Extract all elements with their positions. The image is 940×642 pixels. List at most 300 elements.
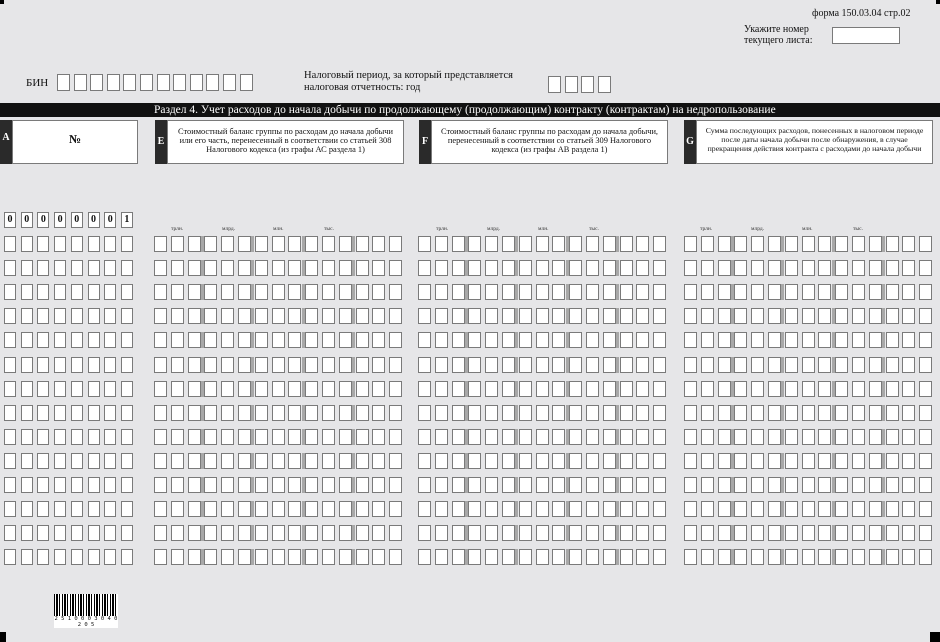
column-f-digit-cell[interactable]	[552, 308, 565, 324]
column-g-digit-cell[interactable]	[802, 357, 815, 373]
column-f-digit-cell[interactable]	[653, 429, 666, 445]
column-g-digit-cell[interactable]	[902, 381, 915, 397]
column-g-digit-cell[interactable]	[768, 549, 781, 565]
column-g-digit-cell[interactable]	[802, 453, 815, 469]
row-number-cell[interactable]	[21, 429, 33, 445]
column-f-digit-cell[interactable]	[502, 260, 515, 276]
column-g-digit-cell[interactable]	[734, 477, 747, 493]
column-f-digit-cell[interactable]	[418, 405, 431, 421]
column-f-digit-cell[interactable]	[586, 260, 599, 276]
column-f-digit-cell[interactable]	[603, 477, 616, 493]
column-g-digit-cell[interactable]	[718, 260, 731, 276]
row-number-cell[interactable]	[71, 260, 83, 276]
column-e-digit-cell[interactable]	[154, 429, 167, 445]
row-number-cell[interactable]	[71, 236, 83, 252]
column-g-digit-cell[interactable]	[869, 429, 882, 445]
column-f-digit-cell[interactable]	[435, 357, 448, 373]
row-number-cell[interactable]	[37, 284, 49, 300]
column-g-digit-cell[interactable]	[701, 260, 714, 276]
column-g-digit-cell[interactable]	[886, 332, 899, 348]
row-number-cell[interactable]	[71, 549, 83, 565]
column-g-digit-cell[interactable]	[869, 525, 882, 541]
column-e-digit-cell[interactable]	[221, 236, 234, 252]
column-e-digit-cell[interactable]	[221, 453, 234, 469]
column-e-digit-cell[interactable]	[305, 260, 318, 276]
column-e-digit-cell[interactable]	[339, 525, 352, 541]
column-g-digit-cell[interactable]	[802, 236, 815, 252]
column-g-digit-cell[interactable]	[919, 501, 932, 517]
column-f-digit-cell[interactable]	[519, 501, 532, 517]
column-g-digit-cell[interactable]	[751, 453, 764, 469]
column-g-digit-cell[interactable]	[751, 429, 764, 445]
row-number-cell[interactable]	[54, 405, 66, 421]
column-e-digit-cell[interactable]	[204, 429, 217, 445]
column-g-digit-cell[interactable]	[734, 308, 747, 324]
row-number-cell[interactable]	[71, 453, 83, 469]
column-g-digit-cell[interactable]	[768, 308, 781, 324]
column-g-digit-cell[interactable]	[684, 284, 697, 300]
column-f-digit-cell[interactable]	[603, 429, 616, 445]
column-e-digit-cell[interactable]	[305, 525, 318, 541]
column-e-digit-cell[interactable]	[288, 429, 301, 445]
row-number-cell[interactable]	[88, 260, 100, 276]
row-number-cell[interactable]	[104, 308, 116, 324]
column-g-digit-cell[interactable]	[734, 381, 747, 397]
row-number-cell[interactable]	[71, 357, 83, 373]
column-f-digit-cell[interactable]	[502, 405, 515, 421]
row-number-cell[interactable]	[104, 260, 116, 276]
column-e-digit-cell[interactable]	[221, 429, 234, 445]
column-g-digit-cell[interactable]	[684, 332, 697, 348]
column-e-digit-cell[interactable]	[188, 381, 201, 397]
column-f-digit-cell[interactable]	[435, 332, 448, 348]
column-g-digit-cell[interactable]	[869, 308, 882, 324]
column-e-digit-cell[interactable]	[272, 405, 285, 421]
column-f-digit-cell[interactable]	[502, 381, 515, 397]
row-number-cell[interactable]	[4, 236, 16, 252]
column-f-digit-cell[interactable]	[620, 260, 633, 276]
column-g-digit-cell[interactable]	[919, 405, 932, 421]
column-g-digit-cell[interactable]	[734, 549, 747, 565]
row-number-cell[interactable]	[54, 284, 66, 300]
column-g-digit-cell[interactable]	[768, 525, 781, 541]
column-e-digit-cell[interactable]	[255, 381, 268, 397]
column-f-digit-cell[interactable]	[519, 284, 532, 300]
column-f-digit-cell[interactable]	[620, 477, 633, 493]
column-g-digit-cell[interactable]	[734, 332, 747, 348]
column-e-digit-cell[interactable]	[389, 429, 402, 445]
row-number-digit[interactable]: 0	[37, 212, 49, 228]
row-number-cell[interactable]	[4, 308, 16, 324]
column-g-digit-cell[interactable]	[734, 525, 747, 541]
column-g-digit-cell[interactable]	[886, 549, 899, 565]
row-number-cell[interactable]	[71, 429, 83, 445]
column-g-digit-cell[interactable]	[785, 284, 798, 300]
column-f-digit-cell[interactable]	[536, 332, 549, 348]
row-number-cell[interactable]	[88, 236, 100, 252]
column-f-digit-cell[interactable]	[552, 236, 565, 252]
column-e-digit-cell[interactable]	[288, 549, 301, 565]
column-g-digit-cell[interactable]	[835, 381, 848, 397]
column-f-digit-cell[interactable]	[620, 453, 633, 469]
column-f-digit-cell[interactable]	[435, 260, 448, 276]
column-e-digit-cell[interactable]	[238, 525, 251, 541]
tax-year-digit-cell[interactable]	[548, 76, 561, 93]
column-g-digit-cell[interactable]	[919, 357, 932, 373]
column-f-digit-cell[interactable]	[569, 260, 582, 276]
column-e-digit-cell[interactable]	[272, 284, 285, 300]
column-e-digit-cell[interactable]	[372, 260, 385, 276]
column-e-digit-cell[interactable]	[238, 332, 251, 348]
column-f-digit-cell[interactable]	[653, 308, 666, 324]
column-g-digit-cell[interactable]	[684, 308, 697, 324]
column-e-digit-cell[interactable]	[389, 381, 402, 397]
column-f-digit-cell[interactable]	[620, 284, 633, 300]
column-f-digit-cell[interactable]	[468, 477, 481, 493]
column-g-digit-cell[interactable]	[718, 405, 731, 421]
column-f-digit-cell[interactable]	[586, 429, 599, 445]
column-g-digit-cell[interactable]	[718, 381, 731, 397]
column-f-digit-cell[interactable]	[452, 284, 465, 300]
column-f-digit-cell[interactable]	[603, 284, 616, 300]
column-e-digit-cell[interactable]	[204, 525, 217, 541]
row-number-cell[interactable]	[54, 381, 66, 397]
column-g-digit-cell[interactable]	[818, 405, 831, 421]
column-f-digit-cell[interactable]	[653, 357, 666, 373]
column-f-digit-cell[interactable]	[485, 357, 498, 373]
column-g-digit-cell[interactable]	[835, 260, 848, 276]
column-e-digit-cell[interactable]	[305, 429, 318, 445]
column-e-digit-cell[interactable]	[288, 381, 301, 397]
column-f-digit-cell[interactable]	[468, 332, 481, 348]
column-e-digit-cell[interactable]	[288, 453, 301, 469]
column-e-digit-cell[interactable]	[188, 525, 201, 541]
column-e-digit-cell[interactable]	[339, 453, 352, 469]
column-g-digit-cell[interactable]	[852, 236, 865, 252]
column-e-digit-cell[interactable]	[372, 501, 385, 517]
column-e-digit-cell[interactable]	[154, 501, 167, 517]
column-e-digit-cell[interactable]	[389, 525, 402, 541]
column-f-digit-cell[interactable]	[552, 477, 565, 493]
column-f-digit-cell[interactable]	[519, 429, 532, 445]
column-e-digit-cell[interactable]	[389, 453, 402, 469]
row-number-cell[interactable]	[104, 332, 116, 348]
row-number-cell[interactable]	[104, 405, 116, 421]
column-e-digit-cell[interactable]	[305, 332, 318, 348]
column-g-digit-cell[interactable]	[718, 284, 731, 300]
column-f-digit-cell[interactable]	[552, 332, 565, 348]
row-number-cell[interactable]	[71, 525, 83, 541]
column-g-digit-cell[interactable]	[684, 525, 697, 541]
column-g-digit-cell[interactable]	[802, 381, 815, 397]
column-g-digit-cell[interactable]	[919, 308, 932, 324]
column-g-digit-cell[interactable]	[785, 453, 798, 469]
row-number-cell[interactable]	[121, 429, 133, 445]
column-e-digit-cell[interactable]	[238, 381, 251, 397]
column-e-digit-cell[interactable]	[339, 308, 352, 324]
column-g-digit-cell[interactable]	[852, 549, 865, 565]
column-g-digit-cell[interactable]	[886, 525, 899, 541]
column-f-digit-cell[interactable]	[452, 453, 465, 469]
column-e-digit-cell[interactable]	[188, 477, 201, 493]
column-e-digit-cell[interactable]	[255, 405, 268, 421]
column-g-digit-cell[interactable]	[919, 284, 932, 300]
column-g-digit-cell[interactable]	[902, 501, 915, 517]
column-f-digit-cell[interactable]	[485, 453, 498, 469]
column-e-digit-cell[interactable]	[288, 357, 301, 373]
column-g-digit-cell[interactable]	[684, 501, 697, 517]
column-f-digit-cell[interactable]	[418, 308, 431, 324]
row-number-cell[interactable]	[121, 549, 133, 565]
column-g-digit-cell[interactable]	[818, 477, 831, 493]
tax-year-digit-cell[interactable]	[598, 76, 611, 93]
column-e-digit-cell[interactable]	[221, 501, 234, 517]
column-e-digit-cell[interactable]	[372, 308, 385, 324]
row-number-cell[interactable]	[88, 477, 100, 493]
column-g-digit-cell[interactable]	[852, 501, 865, 517]
column-g-digit-cell[interactable]	[718, 236, 731, 252]
row-number-cell[interactable]	[121, 381, 133, 397]
row-number-cell[interactable]	[104, 284, 116, 300]
column-f-digit-cell[interactable]	[468, 525, 481, 541]
column-e-digit-cell[interactable]	[188, 284, 201, 300]
column-f-digit-cell[interactable]	[418, 357, 431, 373]
column-g-digit-cell[interactable]	[718, 525, 731, 541]
column-e-digit-cell[interactable]	[255, 453, 268, 469]
column-g-digit-cell[interactable]	[751, 284, 764, 300]
column-e-digit-cell[interactable]	[356, 453, 369, 469]
column-f-digit-cell[interactable]	[552, 549, 565, 565]
row-number-digit[interactable]: 0	[88, 212, 100, 228]
column-e-digit-cell[interactable]	[372, 525, 385, 541]
column-g-digit-cell[interactable]	[852, 332, 865, 348]
column-e-digit-cell[interactable]	[255, 501, 268, 517]
column-f-digit-cell[interactable]	[435, 525, 448, 541]
column-e-digit-cell[interactable]	[356, 429, 369, 445]
column-e-digit-cell[interactable]	[238, 429, 251, 445]
column-f-digit-cell[interactable]	[418, 549, 431, 565]
column-f-digit-cell[interactable]	[435, 429, 448, 445]
column-f-digit-cell[interactable]	[418, 429, 431, 445]
column-g-digit-cell[interactable]	[835, 284, 848, 300]
bin-digit-cell[interactable]	[74, 74, 87, 91]
column-g-digit-cell[interactable]	[785, 501, 798, 517]
column-g-digit-cell[interactable]	[768, 260, 781, 276]
row-number-cell[interactable]	[121, 453, 133, 469]
column-g-digit-cell[interactable]	[835, 357, 848, 373]
column-f-digit-cell[interactable]	[636, 525, 649, 541]
column-g-digit-cell[interactable]	[902, 332, 915, 348]
column-g-digit-cell[interactable]	[802, 525, 815, 541]
row-number-cell[interactable]	[21, 405, 33, 421]
column-f-digit-cell[interactable]	[603, 549, 616, 565]
column-g-digit-cell[interactable]	[886, 453, 899, 469]
row-number-cell[interactable]	[54, 332, 66, 348]
column-g-digit-cell[interactable]	[818, 501, 831, 517]
column-g-digit-cell[interactable]	[886, 357, 899, 373]
column-g-digit-cell[interactable]	[902, 357, 915, 373]
column-f-digit-cell[interactable]	[536, 236, 549, 252]
column-e-digit-cell[interactable]	[204, 332, 217, 348]
column-e-digit-cell[interactable]	[238, 501, 251, 517]
column-g-digit-cell[interactable]	[902, 429, 915, 445]
column-g-digit-cell[interactable]	[701, 308, 714, 324]
column-e-digit-cell[interactable]	[255, 308, 268, 324]
row-number-cell[interactable]	[104, 429, 116, 445]
column-f-digit-cell[interactable]	[569, 332, 582, 348]
column-g-digit-cell[interactable]	[768, 332, 781, 348]
column-g-digit-cell[interactable]	[919, 453, 932, 469]
column-f-digit-cell[interactable]	[418, 236, 431, 252]
column-e-digit-cell[interactable]	[171, 357, 184, 373]
column-g-digit-cell[interactable]	[684, 381, 697, 397]
row-number-cell[interactable]	[88, 549, 100, 565]
row-number-cell[interactable]	[88, 405, 100, 421]
column-f-digit-cell[interactable]	[468, 453, 481, 469]
column-e-digit-cell[interactable]	[356, 357, 369, 373]
column-f-digit-cell[interactable]	[468, 549, 481, 565]
column-g-digit-cell[interactable]	[701, 357, 714, 373]
column-f-digit-cell[interactable]	[502, 501, 515, 517]
column-f-digit-cell[interactable]	[552, 501, 565, 517]
column-e-digit-cell[interactable]	[339, 236, 352, 252]
column-g-digit-cell[interactable]	[701, 332, 714, 348]
column-e-digit-cell[interactable]	[322, 357, 335, 373]
column-e-digit-cell[interactable]	[356, 236, 369, 252]
column-e-digit-cell[interactable]	[389, 477, 402, 493]
column-g-digit-cell[interactable]	[751, 405, 764, 421]
column-f-digit-cell[interactable]	[485, 405, 498, 421]
column-f-digit-cell[interactable]	[452, 381, 465, 397]
column-e-digit-cell[interactable]	[221, 284, 234, 300]
column-e-digit-cell[interactable]	[221, 477, 234, 493]
column-f-digit-cell[interactable]	[536, 308, 549, 324]
column-g-digit-cell[interactable]	[701, 501, 714, 517]
column-g-digit-cell[interactable]	[802, 501, 815, 517]
column-g-digit-cell[interactable]	[751, 477, 764, 493]
row-number-cell[interactable]	[71, 477, 83, 493]
column-f-digit-cell[interactable]	[418, 332, 431, 348]
column-e-digit-cell[interactable]	[204, 260, 217, 276]
bin-digit-cell[interactable]	[107, 74, 120, 91]
column-g-digit-cell[interactable]	[768, 453, 781, 469]
column-f-digit-cell[interactable]	[452, 357, 465, 373]
column-g-digit-cell[interactable]	[818, 453, 831, 469]
column-e-digit-cell[interactable]	[272, 381, 285, 397]
column-e-digit-cell[interactable]	[255, 549, 268, 565]
column-g-digit-cell[interactable]	[818, 549, 831, 565]
column-f-digit-cell[interactable]	[468, 429, 481, 445]
column-e-digit-cell[interactable]	[238, 453, 251, 469]
column-f-digit-cell[interactable]	[468, 381, 481, 397]
column-f-digit-cell[interactable]	[620, 236, 633, 252]
column-f-digit-cell[interactable]	[552, 357, 565, 373]
row-number-digit[interactable]: 0	[71, 212, 83, 228]
column-g-digit-cell[interactable]	[734, 501, 747, 517]
column-g-digit-cell[interactable]	[684, 549, 697, 565]
row-number-cell[interactable]	[54, 525, 66, 541]
column-e-digit-cell[interactable]	[372, 284, 385, 300]
column-e-digit-cell[interactable]	[154, 332, 167, 348]
column-g-digit-cell[interactable]	[869, 453, 882, 469]
row-number-digit[interactable]: 0	[21, 212, 33, 228]
column-g-digit-cell[interactable]	[919, 525, 932, 541]
column-f-digit-cell[interactable]	[485, 429, 498, 445]
column-e-digit-cell[interactable]	[305, 501, 318, 517]
column-f-digit-cell[interactable]	[485, 381, 498, 397]
column-g-digit-cell[interactable]	[886, 501, 899, 517]
column-g-digit-cell[interactable]	[852, 477, 865, 493]
column-f-digit-cell[interactable]	[620, 525, 633, 541]
column-f-digit-cell[interactable]	[485, 501, 498, 517]
row-number-cell[interactable]	[104, 501, 116, 517]
column-e-digit-cell[interactable]	[171, 236, 184, 252]
column-g-digit-cell[interactable]	[902, 453, 915, 469]
column-f-digit-cell[interactable]	[485, 525, 498, 541]
column-g-digit-cell[interactable]	[701, 477, 714, 493]
column-e-digit-cell[interactable]	[372, 477, 385, 493]
column-e-digit-cell[interactable]	[255, 284, 268, 300]
row-number-cell[interactable]	[104, 453, 116, 469]
column-g-digit-cell[interactable]	[835, 477, 848, 493]
column-f-digit-cell[interactable]	[519, 308, 532, 324]
row-number-cell[interactable]	[37, 477, 49, 493]
column-g-digit-cell[interactable]	[869, 260, 882, 276]
column-e-digit-cell[interactable]	[322, 405, 335, 421]
column-f-digit-cell[interactable]	[569, 357, 582, 373]
column-e-digit-cell[interactable]	[372, 429, 385, 445]
column-e-digit-cell[interactable]	[288, 405, 301, 421]
column-g-digit-cell[interactable]	[869, 381, 882, 397]
row-number-cell[interactable]	[37, 453, 49, 469]
column-f-digit-cell[interactable]	[502, 453, 515, 469]
column-e-digit-cell[interactable]	[339, 477, 352, 493]
column-f-digit-cell[interactable]	[435, 549, 448, 565]
column-f-digit-cell[interactable]	[502, 284, 515, 300]
column-e-digit-cell[interactable]	[154, 525, 167, 541]
column-g-digit-cell[interactable]	[835, 332, 848, 348]
column-e-digit-cell[interactable]	[322, 308, 335, 324]
row-number-cell[interactable]	[54, 308, 66, 324]
column-g-digit-cell[interactable]	[734, 236, 747, 252]
column-g-digit-cell[interactable]	[718, 332, 731, 348]
row-number-digit[interactable]: 0	[104, 212, 116, 228]
column-f-digit-cell[interactable]	[552, 453, 565, 469]
column-f-digit-cell[interactable]	[586, 549, 599, 565]
row-number-cell[interactable]	[21, 477, 33, 493]
row-number-cell[interactable]	[21, 236, 33, 252]
column-f-digit-cell[interactable]	[536, 501, 549, 517]
column-f-digit-cell[interactable]	[569, 501, 582, 517]
column-e-digit-cell[interactable]	[322, 453, 335, 469]
column-g-digit-cell[interactable]	[818, 308, 831, 324]
column-e-digit-cell[interactable]	[356, 405, 369, 421]
column-f-digit-cell[interactable]	[435, 381, 448, 397]
column-f-digit-cell[interactable]	[519, 453, 532, 469]
column-f-digit-cell[interactable]	[536, 525, 549, 541]
column-e-digit-cell[interactable]	[305, 381, 318, 397]
column-f-digit-cell[interactable]	[519, 332, 532, 348]
column-g-digit-cell[interactable]	[919, 260, 932, 276]
row-number-cell[interactable]	[121, 332, 133, 348]
column-f-digit-cell[interactable]	[502, 525, 515, 541]
column-f-digit-cell[interactable]	[620, 429, 633, 445]
column-f-digit-cell[interactable]	[586, 477, 599, 493]
column-f-digit-cell[interactable]	[653, 381, 666, 397]
row-number-cell[interactable]	[104, 525, 116, 541]
column-f-digit-cell[interactable]	[536, 405, 549, 421]
bin-digit-cell[interactable]	[57, 74, 70, 91]
